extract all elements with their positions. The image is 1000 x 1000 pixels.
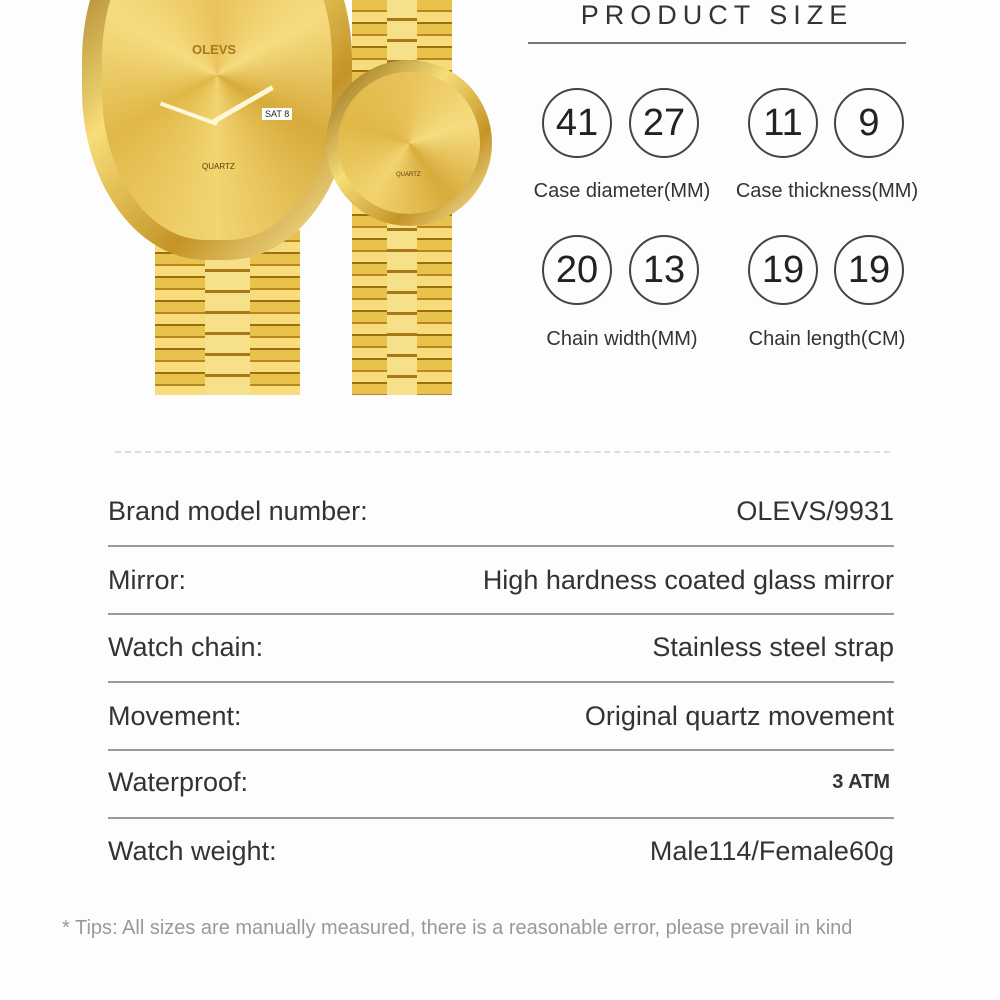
female-dial-label: QUARTZ xyxy=(396,172,421,178)
product-size-title: PRODUCT SIZE xyxy=(580,0,854,30)
spec-row-chain: Watch chain: Stainless steel strap xyxy=(108,631,894,662)
size-value: 41 xyxy=(542,88,612,158)
male-dial-logo: OLEVS xyxy=(192,42,237,57)
size-value: 20 xyxy=(542,235,612,305)
spec-row-weight: Watch weight: Male114/Female60g xyxy=(108,835,894,866)
minute-hand xyxy=(160,102,218,126)
size-value: 11 xyxy=(748,88,818,158)
male-dial-label: QUARTZ xyxy=(202,162,235,171)
size-value: 27 xyxy=(629,88,699,158)
spec-row-model: Brand model number: OLEVS/9931 xyxy=(108,495,894,526)
size-value: 19 xyxy=(748,235,818,305)
size-value: 19 xyxy=(834,235,904,305)
size-value: 9 xyxy=(834,88,904,158)
spec-row-movement: Movement: Original quartz movement xyxy=(108,700,894,731)
female-watch-dial xyxy=(338,72,480,214)
watch-pair-image xyxy=(80,0,500,400)
size-label: Chain length(CM) xyxy=(748,328,906,350)
size-value: 13 xyxy=(629,235,699,305)
size-label: Case thickness(MM) xyxy=(735,180,919,202)
size-label: Case diameter(MM) xyxy=(533,180,711,202)
tips-note: * Tips: All sizes are manually measured, there is a reasonable error, please prevail in kind xyxy=(62,917,853,939)
spec-row-mirror: Mirror: High hardness coated glass mirror xyxy=(108,564,894,595)
title-divider xyxy=(528,42,906,44)
dashed-divider xyxy=(115,451,890,453)
size-label: Chain width(MM) xyxy=(546,328,698,350)
spec-row-waterproof: Waterproof: 3 ATM xyxy=(108,766,890,797)
day-date-window: SAT 8 xyxy=(262,108,292,120)
